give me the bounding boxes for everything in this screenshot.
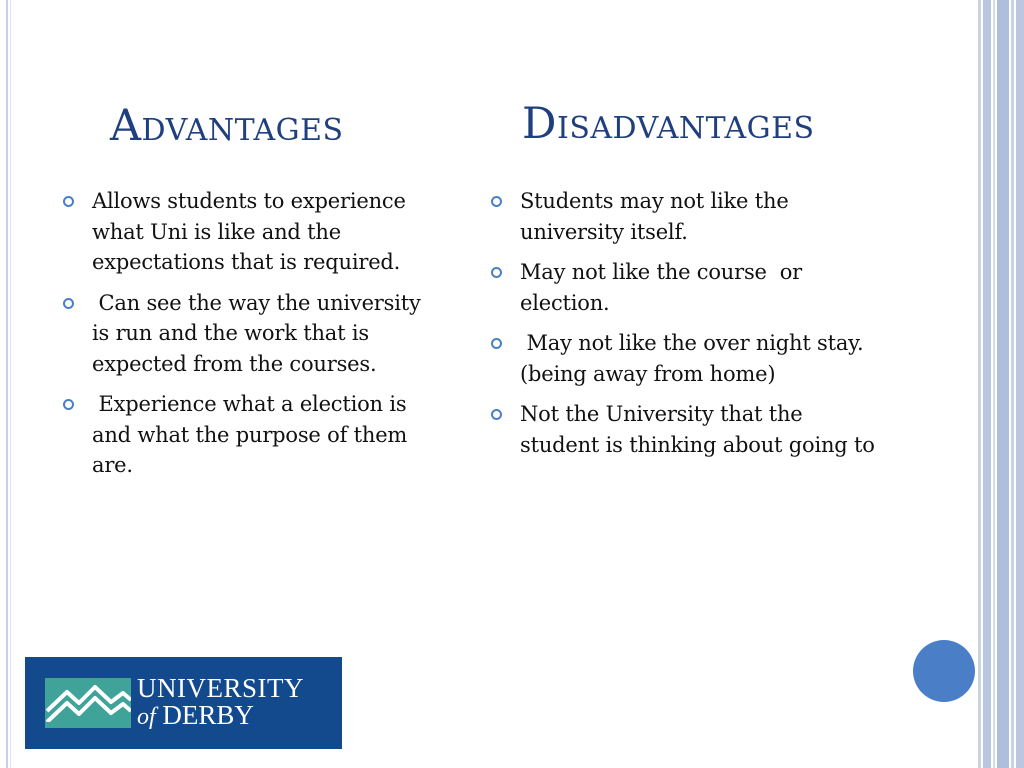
bullet-ring-icon [491,409,502,420]
logo-university-text: UNIVERSITY [137,673,304,703]
disadvantages-heading: Disadvantages [522,99,815,149]
logo-of-text: of [137,704,156,730]
advantages-column [60,186,440,491]
advantage-text: Allows students to experience what Uni is like and the expectations that is required. [92,189,406,274]
bullet-ring-icon [491,267,502,278]
university-of-derby-logo [25,657,342,749]
decorative-circle [913,640,975,702]
disadvantage-text: May not like the course or election. [520,260,809,315]
logo-wordmark [137,675,304,731]
advantages-heading: Advantages [110,101,344,151]
list-item [60,186,440,278]
list-item [488,328,878,389]
disadvantages-column [488,186,878,470]
disadvantage-text: May not like the over night stay. (being away from home) [520,331,870,386]
bullet-ring-icon [63,196,74,207]
list-item [60,288,440,380]
left-border-line-inner [10,0,11,768]
bullet-ring-icon [491,196,502,207]
list-item [488,257,878,318]
advantages-list [60,186,440,481]
derby-mountains-logo-icon [45,678,131,728]
advantage-text: Experience what a election is and what the purpose of them are. [92,392,414,477]
bullet-ring-icon [491,338,502,349]
disadvantages-list [488,186,878,460]
list-item [60,389,440,481]
disadvantage-text: Students may not like the university itself. [520,189,789,244]
logo-derby-line [137,702,304,731]
logo-derby-text: DERBY [162,700,254,730]
list-item [488,399,878,460]
bullet-ring-icon [63,298,74,309]
left-border-line [6,0,8,768]
disadvantage-text: Not the University that the student is thinking about going to [520,402,875,457]
advantage-text: Can see the way the university is run and the work that is expected from the courses. [92,290,428,376]
list-item [488,186,878,247]
right-decorative-stripes [978,0,1024,768]
bullet-ring-icon [63,399,74,410]
